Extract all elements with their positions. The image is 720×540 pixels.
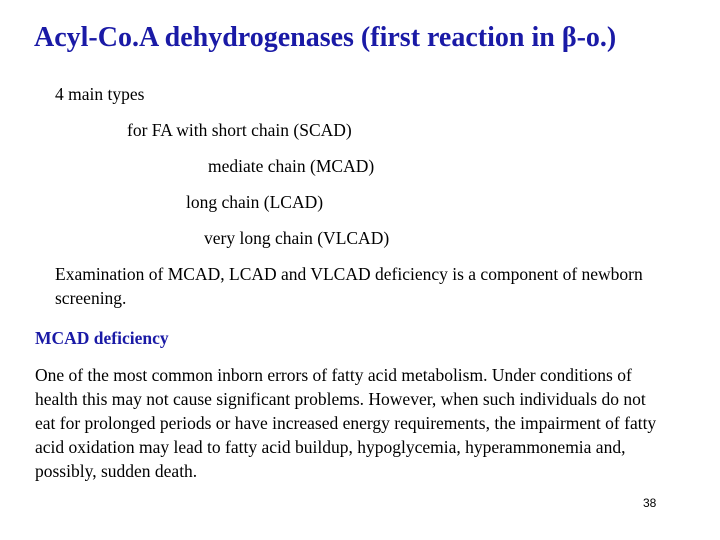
type-item-mcad: mediate chain (MCAD) bbox=[208, 156, 375, 176]
type-item-lcad: long chain (LCAD) bbox=[186, 192, 324, 212]
type-item-vlcad: very long chain (VLCAD) bbox=[204, 228, 390, 248]
slide-title: Acyl-Co.A dehydrogenases (first reaction in β-o.) bbox=[34, 22, 617, 53]
intro-text: 4 main types bbox=[55, 84, 145, 104]
page-number: 38 bbox=[643, 496, 657, 510]
section-heading: MCAD deficiency bbox=[35, 328, 169, 348]
type-item-scad: for FA with short chain (SCAD) bbox=[127, 120, 352, 140]
screening-note: Examination of MCAD, LCAD and VLCAD deficiency is a component of newborn screening. bbox=[55, 264, 643, 308]
section-body: One of the most common inborn errors of fatty acid metabolism. Under conditions of health this may not cause significant problems. However, when such individuals do not eat for prolonged periods or have increased energy requirements, the impairment of fatty acid oxidation may lead to fatty acid buildup, hypoglycemia, hyperammonemia and, possibly, sudden death. bbox=[35, 365, 657, 481]
